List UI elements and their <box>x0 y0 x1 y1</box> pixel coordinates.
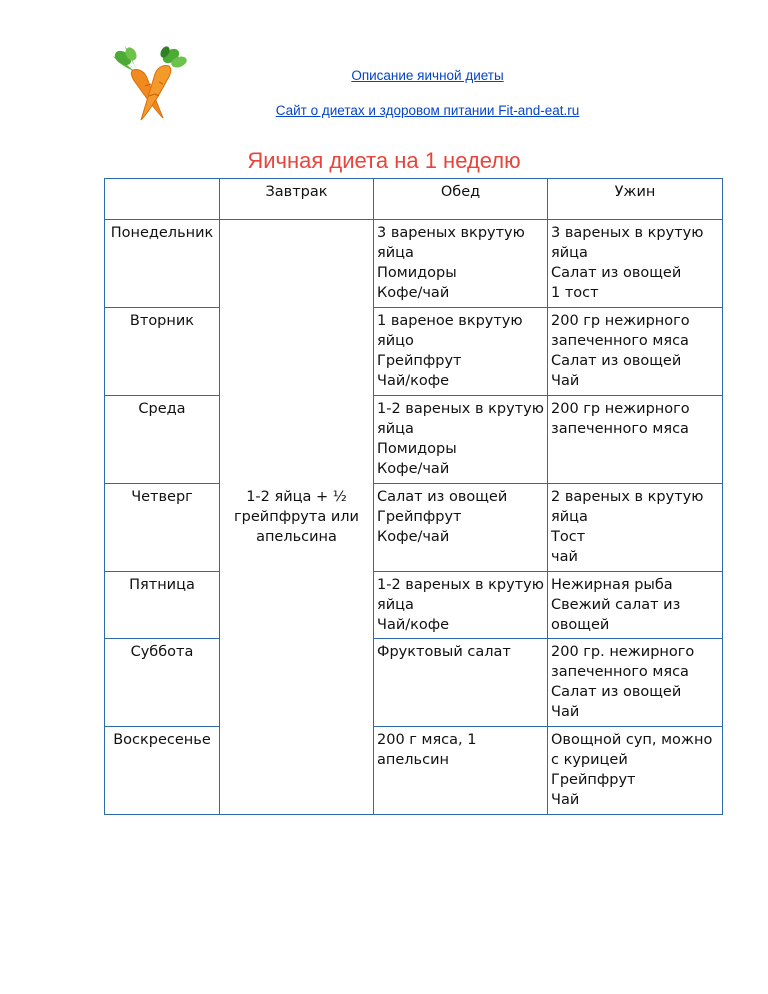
table-row <box>105 572 723 639</box>
header-links <box>230 68 625 138</box>
carrot-logo-icon <box>105 42 197 124</box>
page-title: Яичная диета на 1 неделю <box>247 148 521 173</box>
header-lunch: Обед <box>374 179 548 220</box>
day-cell: Понедельник <box>105 220 220 308</box>
day-cell: Вторник <box>105 308 220 396</box>
diet-description-link[interactable]: Описание яичной диеты <box>351 68 504 83</box>
table-row <box>105 308 723 396</box>
site-link[interactable]: Сайт о диетах и здоровом питании Fit-and-eat.ru <box>275 103 580 118</box>
lunch-cell: 200 г мяса, 1 апельсин <box>374 727 548 815</box>
day-cell: Среда <box>105 396 220 484</box>
dinner-cell: 200 гр. нежирного запеченного мяса Салат из овощей Чай <box>548 639 723 727</box>
lunch-cell: 1-2 вареных в крутую яйца Чай/кофе <box>374 572 548 639</box>
table-header-row <box>105 179 723 220</box>
table-row <box>105 727 723 815</box>
dinner-cell: 2 вареных в крутую яйца Тост чай <box>548 484 723 572</box>
day-cell: Суббота <box>105 639 220 727</box>
lunch-cell: Салат из овощей Грейпфрут Кофе/чай <box>374 484 548 572</box>
table-row <box>105 396 723 484</box>
day-cell: Четверг <box>105 484 220 572</box>
table-row <box>105 639 723 727</box>
day-cell: Воскресенье <box>105 727 220 815</box>
dinner-cell: 3 вареных в крутую яйца Салат из овощей 1 тост <box>548 220 723 308</box>
header-dinner: Ужин <box>548 179 723 220</box>
dinner-cell: 200 гр нежирного запеченного мяса <box>548 396 723 484</box>
header-empty <box>105 179 220 220</box>
header-breakfast: Завтрак <box>220 179 374 220</box>
dinner-cell: Овощной суп, можно с курицей Грейпфрут Чай <box>548 727 723 815</box>
table-row <box>105 220 723 308</box>
lunch-cell: Фруктовый салат <box>374 639 548 727</box>
dinner-cell: 200 гр нежирного запеченного мяса Салат из овощей Чай <box>548 308 723 396</box>
breakfast-cell: 1-2 яйца + ½ грейпфрута или апельсина <box>220 220 374 815</box>
diet-table <box>104 178 723 815</box>
lunch-cell: 1-2 вареных в крутую яйца Помидоры Кофе/чай <box>374 396 548 484</box>
dinner-cell: Нежирная рыба Свежий салат из овощей <box>548 572 723 639</box>
day-cell: Пятница <box>105 572 220 639</box>
table-row <box>105 484 723 572</box>
lunch-cell: 1 вареное вкрутую яйцо Грейпфрут Чай/кофе <box>374 308 548 396</box>
lunch-cell: 3 вареных вкрутую яйца Помидоры Кофе/чай <box>374 220 548 308</box>
